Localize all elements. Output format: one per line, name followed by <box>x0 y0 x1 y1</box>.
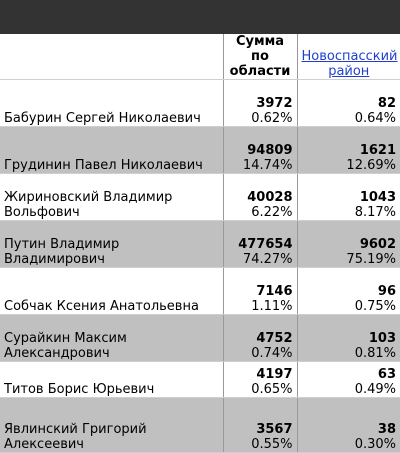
region-percent: 0.65% <box>251 382 293 397</box>
table-row <box>0 362 400 398</box>
district-percent: 8.17% <box>354 205 396 220</box>
district-link[interactable]: Новоспасский район <box>301 49 398 79</box>
region-votes: 40028 <box>247 190 293 205</box>
district-percent: 12.69% <box>346 158 396 173</box>
results-body <box>0 80 400 453</box>
candidate-name: Грудинин Павел Николаевич <box>0 127 223 174</box>
candidate-column-header <box>0 34 223 80</box>
table-row <box>0 268 400 315</box>
region-votes: 94809 <box>247 143 293 158</box>
district-votes: 103 <box>368 331 396 346</box>
region-total-cell <box>223 127 297 174</box>
district-cell <box>297 80 400 127</box>
table-row <box>0 398 400 453</box>
district-cell <box>297 398 400 453</box>
table-row <box>0 221 400 268</box>
district-percent: 0.49% <box>354 382 396 397</box>
table-row <box>0 174 400 221</box>
region-total-cell <box>223 315 297 362</box>
region-total-cell <box>223 174 297 221</box>
election-results-table <box>0 34 400 453</box>
region-total-cell <box>223 362 297 398</box>
district-cell <box>297 174 400 221</box>
table-row <box>0 315 400 362</box>
district-votes: 1621 <box>359 143 396 158</box>
district-votes: 96 <box>377 284 396 299</box>
region-percent: 0.55% <box>251 437 293 452</box>
region-percent: 0.62% <box>251 111 293 126</box>
header-row <box>0 34 400 80</box>
district-cell <box>297 315 400 362</box>
region-percent: 14.74% <box>242 158 293 173</box>
district-percent: 0.81% <box>354 346 396 361</box>
district-percent: 0.64% <box>354 111 396 126</box>
district-percent: 0.75% <box>354 299 396 314</box>
region-total-column-header: Сумма по области <box>223 34 297 80</box>
district-cell <box>297 221 400 268</box>
region-votes: 477654 <box>238 237 293 252</box>
candidate-name: Титов Борис Юрьевич <box>0 362 223 398</box>
candidate-name: Явлинский Григорий Алексеевич <box>0 398 223 453</box>
region-percent: 74.27% <box>242 252 293 267</box>
table-row <box>0 80 400 127</box>
candidate-name: Жириновский Владимир Вольфович <box>0 174 223 221</box>
candidate-name: Путин Владимир Владимирович <box>0 221 223 268</box>
region-percent: 6.22% <box>251 205 293 220</box>
region-total-cell <box>223 268 297 315</box>
district-votes: 38 <box>377 422 396 437</box>
table-row <box>0 127 400 174</box>
region-total-cell <box>223 80 297 127</box>
region-votes: 3972 <box>256 96 293 111</box>
region-votes: 4752 <box>256 331 293 346</box>
district-votes: 63 <box>377 367 396 382</box>
district-cell <box>297 127 400 174</box>
region-votes: 3567 <box>256 422 293 437</box>
candidate-name: Бабурин Сергей Николаевич <box>0 80 223 127</box>
district-votes: 82 <box>377 96 396 111</box>
district-cell <box>297 362 400 398</box>
district-cell <box>297 268 400 315</box>
region-total-cell <box>223 398 297 453</box>
district-percent: 0.30% <box>354 437 396 452</box>
region-percent: 0.74% <box>251 346 293 361</box>
top-dark-bar <box>0 0 400 34</box>
district-votes: 9602 <box>359 237 396 252</box>
district-percent: 75.19% <box>346 252 396 267</box>
candidate-name: Сурайкин Максим Александрович <box>0 315 223 362</box>
district-column-header <box>297 34 400 80</box>
region-percent: 1.11% <box>251 299 293 314</box>
region-votes: 7146 <box>256 284 293 299</box>
candidate-name: Собчак Ксения Анатольевна <box>0 268 223 315</box>
region-total-cell <box>223 221 297 268</box>
district-votes: 1043 <box>359 190 396 205</box>
region-votes: 4197 <box>256 367 293 382</box>
